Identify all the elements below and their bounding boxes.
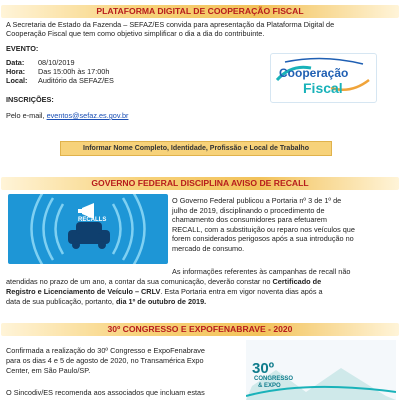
recall-car-icon bbox=[68, 222, 110, 249]
section-header-recall: GOVERNO FEDERAL DISCIPLINA AVISO DE RECALL bbox=[1, 177, 399, 190]
congresso-line-4: O Sincodiv/ES recomenda aos associados que incluam estas bbox=[6, 388, 205, 397]
local-label: Local: bbox=[6, 76, 28, 85]
intro-text-line-2: Cooperação Fiscal que tem como objetivo simplificar o dia a dia do contribuinte. bbox=[6, 29, 265, 38]
evento-label: EVENTO: bbox=[6, 44, 39, 53]
logo-text-fiscal: Fiscal bbox=[303, 80, 343, 96]
recall-p1-line-6: mercado de consumo. bbox=[172, 243, 245, 253]
inscricoes-label: INSCRIÇÕES: bbox=[6, 95, 54, 104]
recall-image bbox=[8, 194, 168, 264]
recall-p2-bold-c: dia 1º de outubro de 2019. bbox=[115, 297, 207, 306]
cooperacao-fiscal-logo bbox=[270, 53, 377, 103]
recall-p1-line-1: O Governo Federal publicou a Portaria nº 3 de 1º de bbox=[172, 196, 342, 205]
email-line bbox=[6, 111, 128, 120]
recall-p1-line-4: RECALL, com a substituição ou reparo nos veículos que bbox=[172, 224, 355, 234]
recall-p2-text-a: atendidas no prazo de um ano, a contar da sua comunicação, deverão constar no bbox=[6, 277, 273, 286]
recall-p2-line-3 bbox=[6, 287, 323, 296]
local-value: Auditório da SEFAZ/ES bbox=[38, 76, 114, 85]
congresso-logo-text-2: & EXPO bbox=[258, 383, 281, 389]
recall-p2-text-c: data de sua publicação, portanto, bbox=[6, 297, 116, 306]
email-prefix: Pelo e-mail, bbox=[6, 111, 47, 120]
recall-p2-bold-b: Registro e Licenciamento de Veículo – CRLV bbox=[6, 287, 161, 296]
info-box: Informar Nome Completo, Identidade, Profissão e Local de Trabalho bbox=[60, 141, 332, 156]
recall-image-label: RECALLS bbox=[78, 217, 107, 223]
data-label: Data: bbox=[6, 58, 25, 67]
recall-p2-text-b: . Esta Portaria entra em vigor noventa dias após a bbox=[160, 287, 323, 296]
recall-p1-line-5: forem considerados perigosos após a sua introdução no bbox=[172, 234, 354, 243]
email-link[interactable]: eventos@sefaz.es.gov.br bbox=[46, 111, 129, 120]
intro-text-line-1: A Secretaria de Estado da Fazenda – SEFAZ/ES convida para apresentação da Plataforma Digital de bbox=[6, 20, 335, 29]
hora-value: Das 15:00h às 17:00h bbox=[38, 67, 110, 76]
recall-p2-line-1: As informações referentes às campanhas de recall não bbox=[172, 267, 351, 276]
logo-text-cooperacao: Cooperação bbox=[279, 66, 349, 80]
congresso-logo bbox=[246, 340, 396, 400]
recall-p2-line-4 bbox=[6, 297, 206, 306]
congresso-logo-text-1: CONGRESSO bbox=[254, 376, 294, 382]
recall-p2-bold-a: Certificado de bbox=[272, 277, 322, 286]
recall-p2-line-2 bbox=[6, 277, 321, 286]
congresso-logo-number: 30º bbox=[252, 360, 275, 377]
data-value: 08/10/2019 bbox=[38, 58, 75, 67]
congresso-line-2: para os dias 4 e 5 de agosto de 2020, no Transamérica Expo bbox=[6, 356, 204, 365]
recall-waves bbox=[8, 194, 168, 264]
hora-label: Hora: bbox=[6, 67, 26, 76]
section-header-plataforma: PLATAFORMA DIGITAL DE COOPERAÇÃO FISCAL bbox=[1, 5, 399, 18]
section-header-congresso: 30º CONGRESSO E EXPOFENABRAVE - 2020 bbox=[1, 323, 399, 336]
congresso-line-3: Center, em São Paulo/SP. bbox=[6, 366, 91, 375]
recall-p1-line-2: julho de 2019, disciplinando o procedimento de bbox=[172, 205, 325, 215]
recall-p1-line-3: chamamento dos consumidores para efetuarem bbox=[172, 215, 327, 224]
congresso-line-1: Confirmada a realização do 30º Congresso e ExpoFenabrave bbox=[6, 346, 205, 355]
